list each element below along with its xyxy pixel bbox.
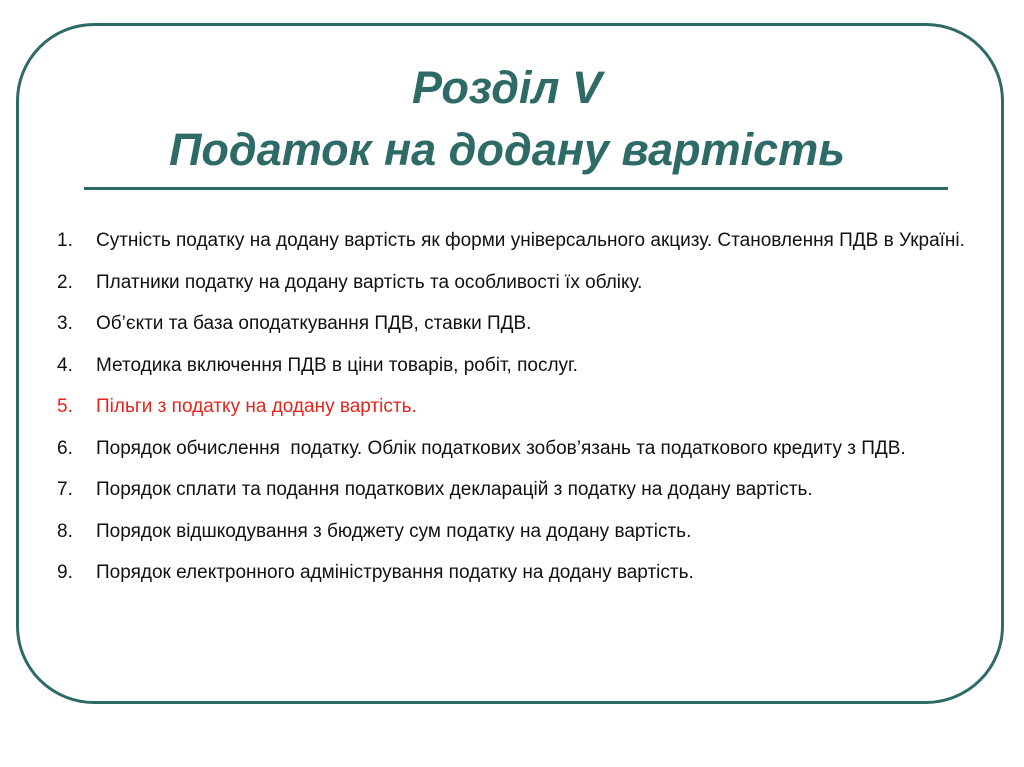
item-text: Порядок відшкодування з бюджету сум податку на додану вартість. [96,520,692,542]
item-text: Порядок обчислення податку. Облік податкових зобов’язань та податкового кредиту з ПДВ. [96,437,906,459]
slide-title: Податок на додану вартість [169,124,845,175]
item-number: 9. [57,562,73,583]
list-item [57,470,990,510]
list-item [57,263,990,303]
item-number: 3. [57,313,73,334]
item-text: Порядок електронного адміністрування податку на додану вартість. [96,562,694,583]
item-number: 2. [57,271,73,293]
topic-list [57,221,990,595]
list-item [57,429,990,469]
item-text: Сутність податку на додану вартість як форми універсального акцизу. Становлення ПДВ в Україні. [96,230,965,251]
item-number: 4. [57,354,73,376]
item-number: 6. [57,437,73,459]
list-item [57,346,990,386]
item-number: 5. [57,396,73,417]
item-text: Платники податку на додану вартість та особливості їх обліку. [96,271,643,293]
item-number: 8. [57,520,73,542]
title-divider [84,187,948,190]
item-number: 7. [57,479,73,500]
section-title: Розділ V [411,62,603,113]
item-text: Методика включення ПДВ в ціни товарів, робіт, послуг. [96,354,578,376]
list-item [57,304,990,344]
item-number: 1. [57,230,73,251]
list-item [57,553,990,593]
list-item-highlighted [57,387,990,427]
item-text: Порядок сплати та подання податкових декларацій з податку на додану вартість. [96,479,813,500]
item-text: Об’єкти та база оподаткування ПДВ, ставки ПДВ. [96,313,532,334]
list-item [57,512,990,552]
item-text: Пільги з податку на додану вартість. [96,396,417,417]
list-item [57,221,990,261]
